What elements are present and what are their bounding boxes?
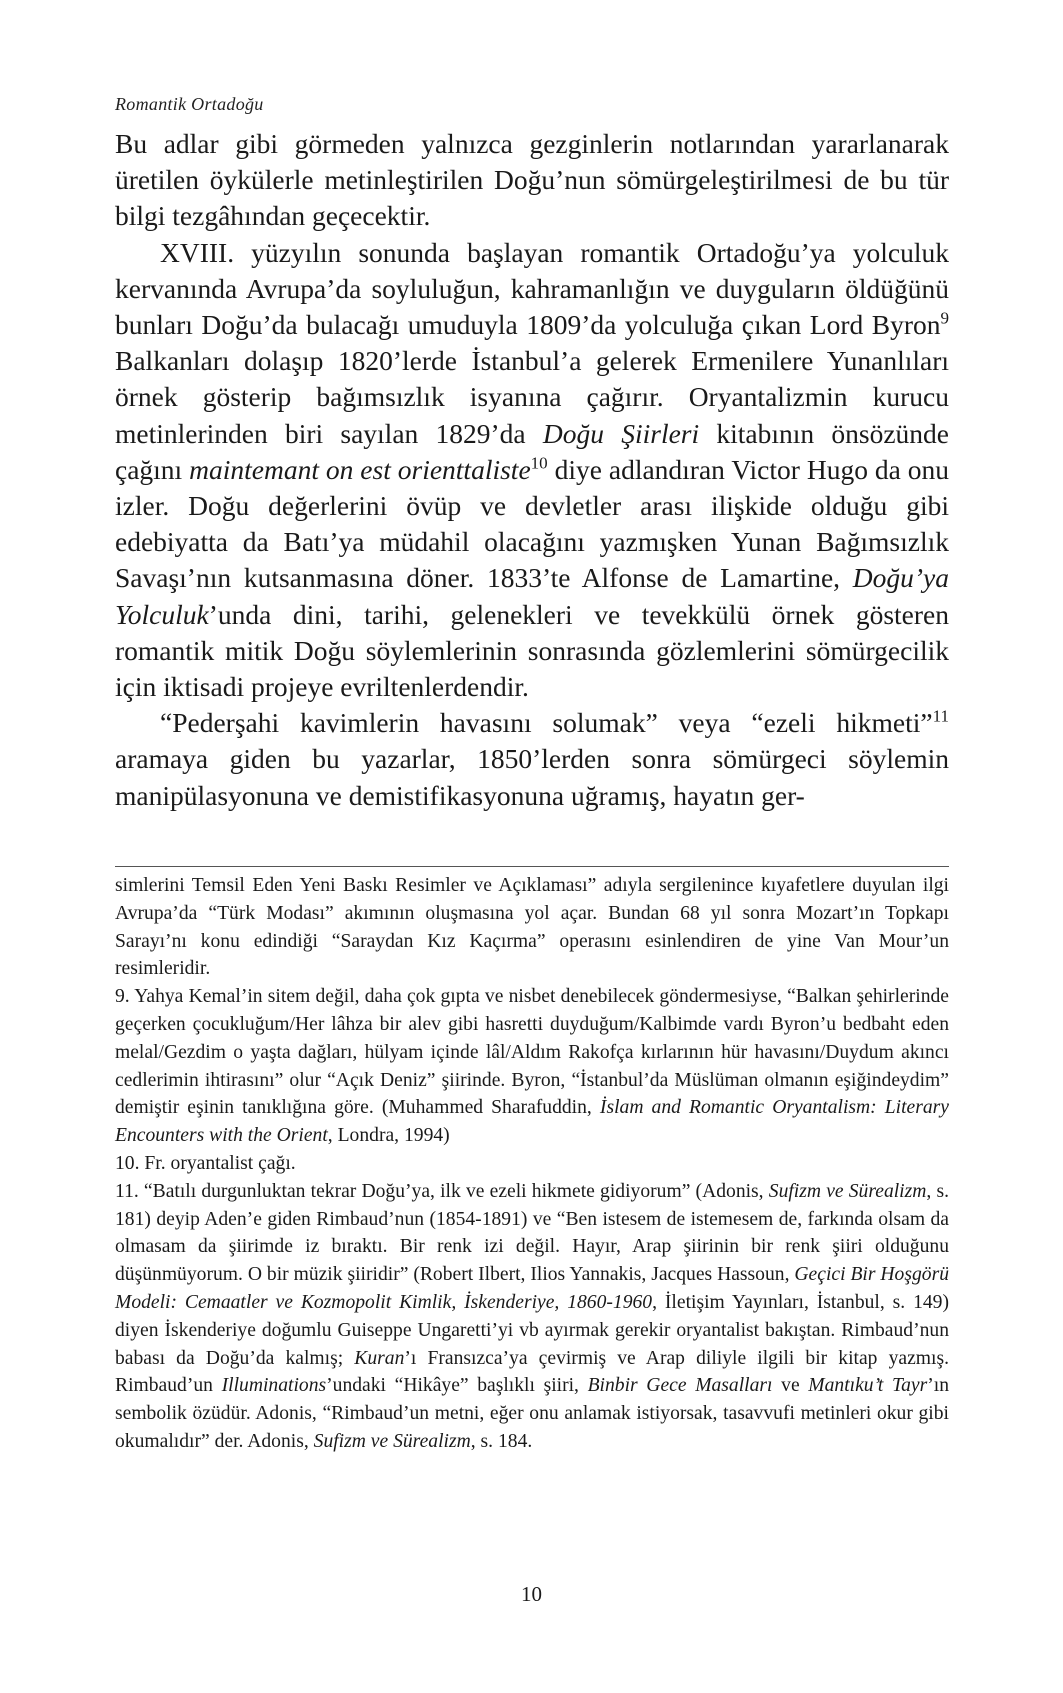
text-run: ’undaki “Hikâye” başlıklı şiiri, xyxy=(326,1375,588,1397)
text-run: XVIII. yüzyılın sonunda başlayan romantik Ortadoğu’ya yolculuk kervanında Avrupa’da soyluluğun, kahramanlığın ve duyguların öldüğünü bunları Doğu’da bulacağı umuduyla 1809’da yolculuğa çıkan Lord Byron xyxy=(115,236,949,341)
text-run: kitabının önsözünde çağını xyxy=(115,417,949,485)
book-title: Illuminations xyxy=(221,1375,327,1397)
text-run: ’ı Fransızca’ya çevirmiş ve Arap diliyle ilgili bir kitap yazmış. Rimbaud’un xyxy=(115,1347,949,1397)
text-run: , s. 181) deyip Aden’e giden Rimbaud’nun (1854-1891) ve “Ben istesem de istemesem de, farkında olsam da olmasam da şiirimde iz bıraktı. Bir renk izi değil. Hayır, Arap şiirinin bir renk şiiri olduğunu düşünmüyorum. O bir müzik şiiridir” (Robert Ilbert, Ilios Yannakis, Jacques Hassoun, xyxy=(115,1180,949,1286)
book-title: Doğu Şiirleri xyxy=(542,417,700,449)
page-number: 10 xyxy=(521,1582,542,1606)
footnote-ref-9: 9 xyxy=(940,308,949,328)
main-text xyxy=(115,126,949,814)
text-run: diye adlandıran Victor Hugo da onu izler. Doğu değerlerini övüp ve devletler arası ilişkide olduğu gibi edebiyatta da Batı’ya müdahil olacağını yazmışken Yunan Bağımsızlık Savaşı’nın kutsanmasına döner. 1833’te Alfonse de Lamartine, xyxy=(115,453,949,594)
paragraph-1: Bu adlar gibi görmeden yalnızca gezginlerin notlarından yararlanarak üretilen öykülerle metinleştirilen Doğu’nun sömürgeleştirilmesi de bu tür bilgi tezgâhından geçecektir. xyxy=(115,128,949,232)
text-run: ve xyxy=(772,1375,809,1397)
text-run: ’ın sembolik özüdür. Adonis, “Rimbaud’un metni, eğer onu anlamak istiyorsak, tasavvufi metinleri okur gibi okumalıdır” der. Adonis, xyxy=(115,1375,949,1452)
book-title: Sufizm ve Sürealizm xyxy=(768,1180,927,1202)
book-title: Geçici Bir Hoşgörü Modeli: Cemaatler ve Kozmopolit Kimlik, İskenderiye, 1860-1960 xyxy=(115,1264,949,1313)
footnote-ref-11: 11 xyxy=(932,706,949,726)
text-run: , İletişim Yayınları, İstanbul, s. 149) diyen İskenderiye doğumlu Guiseppe Ungaretti’yi vb ayırmak gerekir oryantalist bakıştan. Rimbaud’nun babası da Doğu’da kalmış; xyxy=(115,1291,949,1369)
footnote-11 xyxy=(115,1178,949,1456)
footnote-divider xyxy=(115,866,949,867)
book-title: Kuran xyxy=(354,1347,405,1369)
running-head: Romantik Ortadoğu xyxy=(115,94,264,114)
text-run: , Londra, 1994) xyxy=(327,1125,450,1147)
text-run: Balkanları dolaşıp 1820’lerde İstanbul’a gelerek Ermenilere Yunanlıları örnek gösterip bağımsızlık isyanına çağırır. Oryantalizmin kurucu metinlerinden biri sayılan 1829’da xyxy=(115,345,949,449)
paragraph-3 xyxy=(115,705,949,814)
footnote-10: 10. Fr. oryantalist çağı. xyxy=(115,1152,296,1174)
text-run: , s. 184. xyxy=(470,1430,533,1452)
text-run: “Pederşahi kavimlerin havasını solumak” veya “ezeli hikmeti” xyxy=(160,707,933,739)
foreign-phrase: maintemant on est orienttaliste xyxy=(189,453,531,485)
book-title: Doğu’ya Yolculuk xyxy=(115,562,949,630)
text-run: aramaya giden bu yazarlar, 1850’lerden sonra sömürgeci söylemin manipülasyonuna ve demistifikasyonuna uğramış, hayatın ger- xyxy=(115,743,949,811)
footnote-ref-10: 10 xyxy=(530,453,548,473)
footnotes xyxy=(115,872,949,1456)
text-run: 9. Yahya Kemal’in sitem değil, daha çok gıpta ve nisbet denebilecek göndermesiyse, “Balkan şehirlerinde geçerken çocukluğum/Her lâhza bir alev gibi hasretti duyduğum/Kalbimde vardı Byron’u bedbaht eden melal/Gezdim o yaşta dağları, hülyam içinde lâl/Aldım Rakofça kırlarının hür havasını/Duydum akıncı cedlerimin ihtirasını” olur “Açık Deniz” şiirinde. Byron, “İstanbul’da Müslüman olmanın eşiğindeydim” demiştir eşinin tanıklığına göre. (Muhammed Sharafuddin, xyxy=(115,986,949,1119)
paragraph-2 xyxy=(115,235,949,706)
text-run: 11. “Batılı durgunluktan tekrar Doğu’ya, ilk ve ezeli hikmete gidiyorum” (Adonis, xyxy=(115,1180,769,1202)
footnote-9 xyxy=(115,983,949,1150)
footnote-continuation: simlerini Temsil Eden Yeni Baskı Resimler ve Açıklaması” adıyla sergilenince kıyafetlere duyulan ilgi Avrupa’da “Türk Modası” akımının oluşmasına yol açar. Bundan 68 yıl sonra Mozart’ın Topkapı Sarayı’nı konu edindiği “Saraydan Kız Kaçırma” operasını esinlendiren de yine Van Mour’un resimleridir. xyxy=(115,875,949,980)
text-run: ’unda dini, tarihi, gelenekleri ve tevekkülü örnek gösteren romantik mitik Doğu söylemlerinin sonrasında gözlemlerini sömürgecilik için iktisadi projeye evriltenlerdendir. xyxy=(115,598,949,703)
book-title: İslam and Romantic Oryantalism: Literary Encounters with the Orient xyxy=(115,1097,949,1147)
book-title: Sufizm ve Sürealizm xyxy=(313,1430,471,1452)
book-title: Mantıku’t Tayr xyxy=(808,1375,928,1397)
book-title: Binbir Gece Masalları xyxy=(587,1375,773,1397)
